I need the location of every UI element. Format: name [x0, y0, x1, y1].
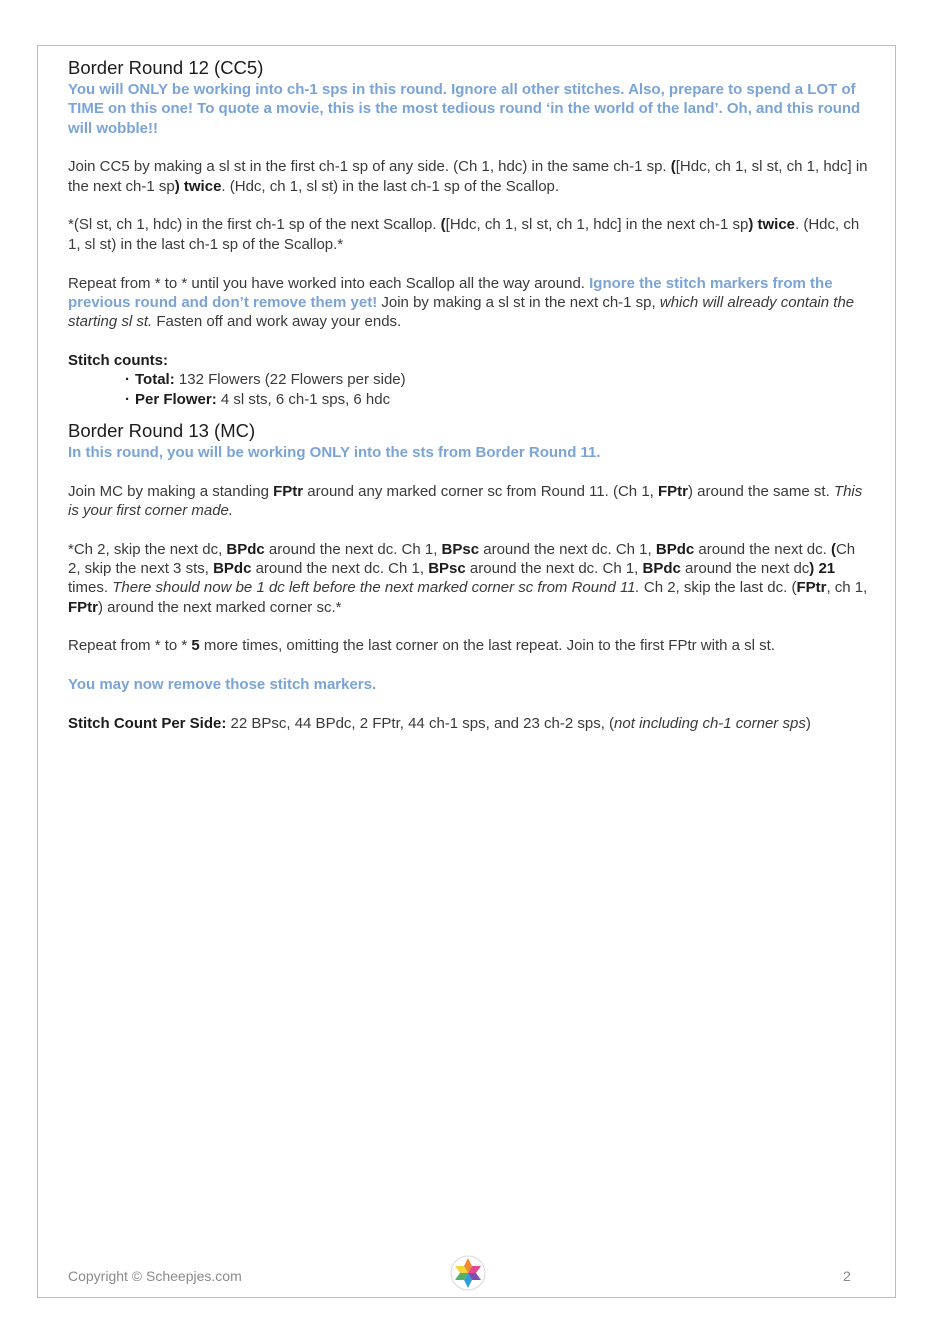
scheepjes-star-logo-icon — [450, 1255, 486, 1291]
list-item: · Total: 132 Flowers (22 Flowers per side) — [125, 370, 868, 389]
list-item: · Per Flower: 4 sl sts, 6 ch-1 sps, 6 hdc — [125, 390, 868, 409]
stitch-counts-list — [68, 370, 868, 409]
round12-paragraph-1: Join CC5 by making a sl st in the first ch-1 sp of any side. (Ch 1, hdc) in the same ch-1 sp. ([Hdc, ch 1, sl st, ch 1, hdc] in the next ch-1 sp) twice. (Hdc, ch 1, sl st) in the last ch-1 sp of the Scallop. — [68, 158, 868, 195]
round13-paragraph-2: *Ch 2, skip the next dc, BPdc around the next dc. Ch 1, BPsc around the next dc. Ch 1, BPdc around the next dc. (Ch 2, skip the next 3 sts, BPdc around the next dc. Ch 1, BPsc around the next dc. Ch 1, BPdc around the next dc) 21 times. There should now be 1 dc left before the next marked corner sc from Round 11. Ch 2, skip the last dc. (FPtr, ch 1, FPtr) around the next marked corner sc.* — [68, 540, 868, 616]
round13-paragraph-1: Join MC by making a standing FPtr around any marked corner sc from Round 11. (Ch 1, FPtr) around the same st. This is your first corner made. — [68, 482, 863, 519]
round12-paragraph-2: *(Sl st, ch 1, hdc) in the first ch-1 sp of the next Scallop. ([Hdc, ch 1, sl st, ch 1, hdc] in the next ch-1 sp) twice. (Hdc, ch 1, sl st) in the last ch-1 sp of the Scallop.* — [68, 216, 860, 253]
round13-note-2: You may now remove those stitch markers. — [68, 676, 377, 694]
round13-title: Border Round 13 (MC) — [68, 419, 256, 441]
round13-paragraph-3: Repeat from * to * 5 more times, omitting the last corner on the last repeat. Join to the first FPtr with a sl st. — [68, 637, 775, 655]
page-number: 2 — [843, 1268, 851, 1284]
stitch-count-per-side: Stitch Count Per Side: 22 BPsc, 44 BPdc, 2 FPtr, 44 ch-1 sps, and 23 ch-2 sps, (not including ch-1 corner sps) — [68, 715, 811, 733]
round12-paragraph-3: Repeat from * to * until you have worked into each Scallop all the way around. Ignore the stitch markers from the previous round and don’t remove them yet! Join by making a sl st in the next ch-1 sp, which will already contain the starting sl st. Fasten off and work away your ends. — [68, 274, 855, 331]
pattern-content — [68, 56, 868, 753]
round12-note: You will ONLY be working into ch-1 sps in this round. Ignore all other stitches. Also, prepare to spend a LOT of TIME on this one! To quote a movie, this is the most tedious round ‘in the world of the land’. Oh, and this round will wobble!! — [68, 81, 861, 137]
round13-note: In this round, you will be working ONLY into the sts from Border Round 11. — [68, 443, 601, 461]
stitch-counts-label: Stitch counts: — [68, 351, 168, 369]
round12-title: Border Round 12 (CC5) — [68, 57, 264, 78]
footer-copyright: Copyright © Scheepjes.com — [68, 1268, 242, 1284]
